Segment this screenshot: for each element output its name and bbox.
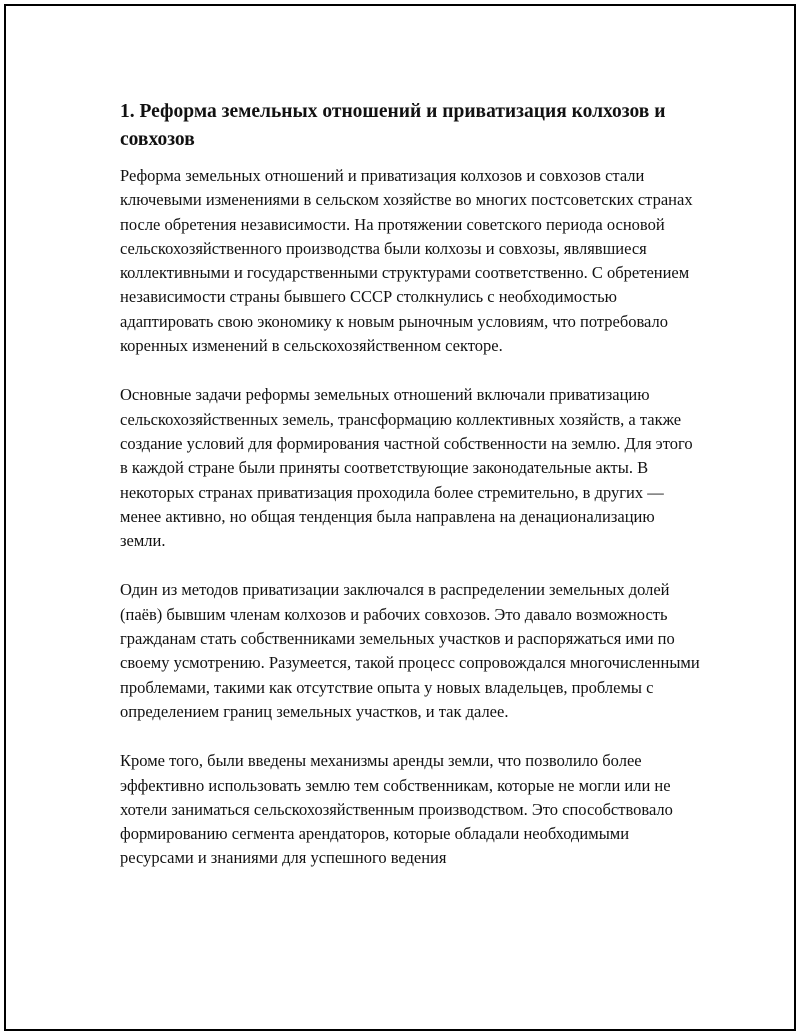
page-frame [4,4,796,1031]
section-heading: 1. Реформа земельных отношений и приватизация колхозов и совхозов [120,101,666,150]
paragraph-4: Кроме того, были введены механизмы аренды земли, что позволило более эффективно использовать землю тем собственникам, которые не могли или не хотели заниматься сельскохозяйственным производством. Это способствовало формированию сегмента арендаторов, которые обладали необходимыми ресурсами и знаниями для успешного ведения [120,751,673,868]
paragraph-1: Реформа земельных отношений и приватизация колхозов и совхозов стали ключевыми изменениями в сельском хозяйстве во многих постсоветских странах после обретения независимости. На протяжении советского периода основой сельскохозяйственного производства были колхозы и совхозы, являвшиеся коллективными и государственными структурами соответственно. С обретением независимости страны бывшего СССР столкнулись с необходимостью адаптировать свою экономику к новым рыночным условиям, что потребовало коренных изменений в сельскохозяйственном секторе. [120,166,693,356]
paragraph-3: Один из методов приватизации заключался в распределении земельных долей (паёв) бывшим членам колхозов и рабочих совхозов. Это давало возможность гражданам стать собственниками земельных участков и распоряжаться ими по своему усмотрению. Разумеется, такой процесс сопровождался многочисленными проблемами, такими как отсутствие опыта у новых владельцев, проблемы с определением границ земельных участков, и так далее. [120,580,700,721]
paragraph-2: Основные задачи реформы земельных отношений включали приватизацию сельскохозяйственных земель, трансформацию коллективных хозяйств, а также создание условий для формирования частной собственности на землю. Для этого в каждой стране были приняты соответствующие законодательные акты. В некоторых странах приватизация проходила более стремительно, в других — менее активно, но общая тенденция была направлена на денационализацию земли. [120,385,693,551]
document-body [120,98,700,871]
